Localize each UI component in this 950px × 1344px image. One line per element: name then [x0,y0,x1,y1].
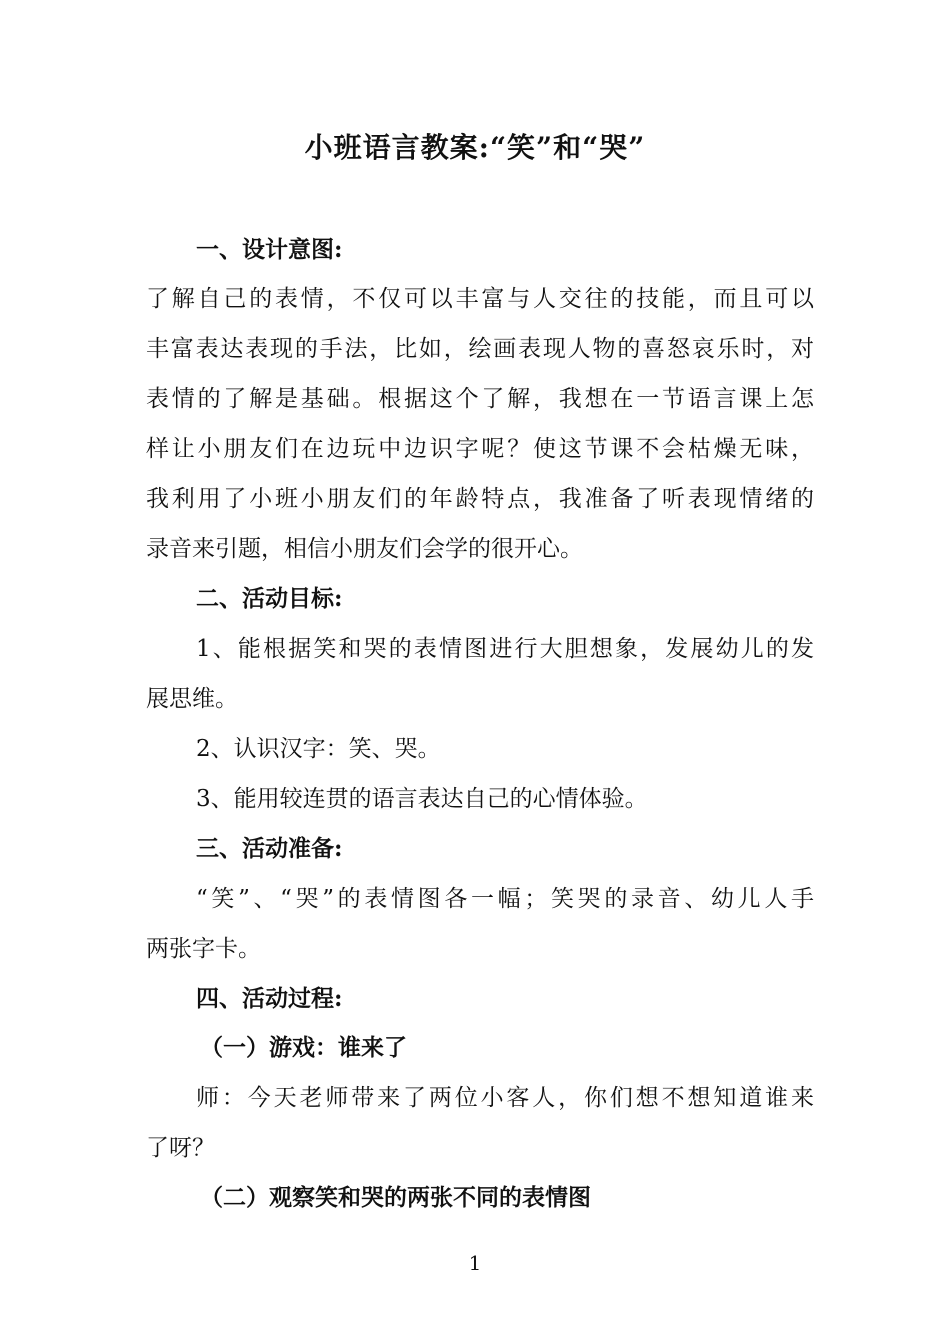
paragraph-line: 两张字卡。 [146,936,261,962]
goal-item: 1、能根据笑和哭的表情图进行大胆想象，发展幼儿的发 [196,636,814,662]
subsection-heading: （二）观察笑和哭的两张不同的表情图 [200,1184,591,1211]
goal-item-continuation: 展思维。 [146,686,238,712]
subsection-heading: （一）游戏：谁来了 [200,1034,407,1061]
section-heading-design-intent: 一、设计意图: [196,236,343,263]
section-heading-preparation: 三、活动准备: [196,835,343,862]
section-heading-process: 四、活动过程: [196,985,343,1012]
goal-item: 2、认识汉字：笑、哭。 [196,736,441,762]
paragraph-line: 表情的了解是基础。根据这个了解，我想在一节语言课上怎 [146,386,814,412]
page-number: 1 [468,1251,482,1275]
paragraph-line: 我利用了小班小朋友们的年龄特点，我准备了听表现情绪的 [146,486,814,512]
section-heading-goals: 二、活动目标: [196,585,343,612]
goal-item: 3、能用较连贯的语言表达自己的心情体验。 [196,786,648,812]
paragraph-line: 样让小朋友们在边玩中边识字呢？使这节课不会枯燥无味， [146,436,814,462]
paragraph-line: “笑”、“哭”的表情图各一幅；笑哭的录音、幼儿人手 [196,886,814,912]
paragraph-line: 了呀？ [146,1135,215,1161]
paragraph-line: 丰富表达表现的手法，比如，绘画表现人物的喜怒哀乐时，对 [146,336,814,362]
paragraph-line: 录音来引题，相信小朋友们会学的很开心。 [146,536,583,562]
document-title: 小班语言教案:“笑”和“哭” [304,131,646,164]
paragraph-line: 了解自己的表情，不仅可以丰富与人交往的技能，而且可以 [146,286,814,312]
paragraph-line: 师：今天老师带来了两位小客人，你们想不想知道谁来 [196,1085,814,1111]
